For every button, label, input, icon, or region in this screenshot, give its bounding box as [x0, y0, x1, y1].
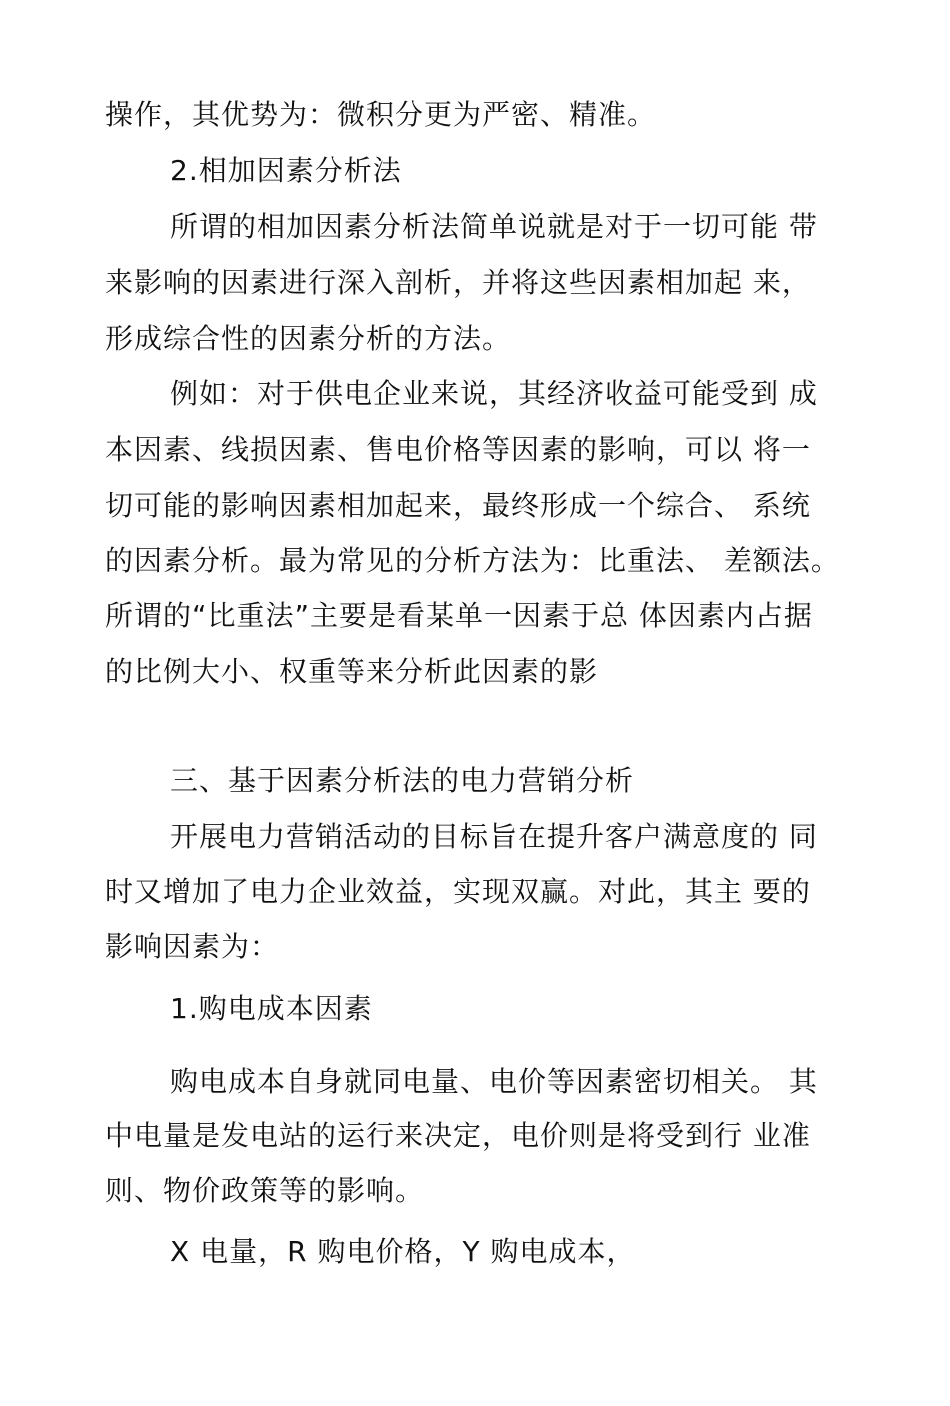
section-heading: 三、基于因素分析法的电力营销分析: [170, 764, 635, 797]
subheading-additive-factor-analysis: 2.相加因素分析法: [170, 154, 402, 187]
paragraph-line: 所谓的相加因素分析法简单说就是对于一切可能 带: [170, 210, 818, 243]
paragraph-line: 影响因素为：: [105, 930, 280, 963]
paragraph-line: 时又增加了电力企业效益，实现双赢。对此，其主 要的: [105, 875, 811, 908]
paragraph-line: 来影响的因素进行深入剖析，并将这些因素相加起 来，: [105, 266, 811, 299]
subheading-purchase-cost-factor: 1.购电成本因素: [170, 992, 373, 1025]
paragraph-line: 本因素、线损因素、售电价格等因素的影响，可以 将一: [105, 433, 811, 466]
paragraph-line: 操作，其优势为：微积分更为严密、精准。: [105, 98, 657, 131]
paragraph-line: 所谓的“比重法”主要是看某单一因素于总 体因素内占据: [105, 599, 813, 632]
paragraph-line: 购电成本自身就同电量、电价等因素密切相关。 其: [170, 1065, 818, 1098]
paragraph-line: 则、物价政策等的影响。: [105, 1174, 425, 1207]
paragraph-line: 形成综合性的因素分析的方法。: [105, 322, 512, 355]
paragraph-line: 切可能的影响因素相加起来，最终形成一个综合、 系统: [105, 489, 811, 522]
paragraph-line: 开展电力营销活动的目标旨在提升客户满意度的 同: [170, 820, 818, 853]
paragraph-line: 例如：对于供电企业来说，其经济收益可能受到 成: [170, 377, 818, 410]
paragraph-line: 的因素分析。最为常见的分析方法为：比重法、 差额法。: [105, 544, 840, 577]
paragraph-line: 的比例大小、权重等来分析此因素的影: [105, 655, 599, 688]
formula-variables-line: X 电量，R 购电价格，Y 购电成本，: [170, 1235, 636, 1268]
paragraph-line: 中电量是发电站的运行来决定，电价则是将受到行 业准: [105, 1119, 811, 1152]
